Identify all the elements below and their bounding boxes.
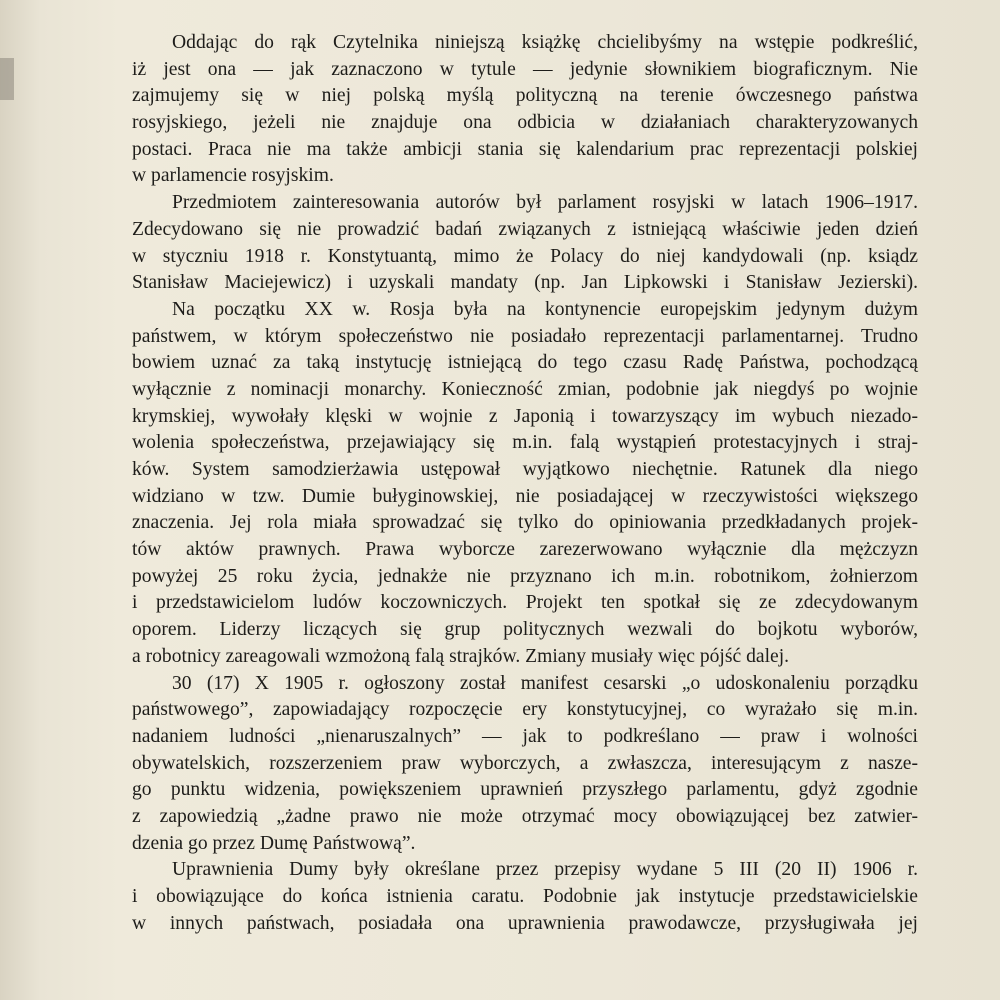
text-line: iż jest ona — jak zaznaczono w tytule — jedynie słownikiem biograficznym. Nie — [132, 58, 918, 80]
text-line: Uprawnienia Dumy były określane przez przepisy wydane 5 III (20 II) 1906 r. — [172, 859, 918, 881]
paragraph-3 — [132, 297, 918, 671]
text-line: tów aktów prawnych. Prawa wyborcze zarezerwowano wyłącznie dla mężczyzn — [132, 539, 918, 561]
text-line: Stanisław Maciejewicz) i uzyskali mandaty (np. Jan Lipkowski i Stanisław Jezierski). — [132, 272, 918, 294]
text-line: 30 (17) X 1905 r. ogłoszony został manifest cesarski „o udoskonaleniu porządku — [172, 672, 918, 694]
text-line: z zapowiedzią „żadne prawo nie może otrzymać mocy obowiązującej bez zatwier- — [132, 805, 918, 827]
text-line: bowiem uznać za taką instytucję istniejącą do tego czasu Radę Państwa, pochodzącą — [132, 352, 918, 374]
text-line: a robotnicy zareagowali wzmożoną falą strajków. Zmiany musiały więc pójść dalej. — [132, 645, 790, 667]
text-line: Przedmiotem zainteresowania autorów był parlament rosyjski w latach 1906–1917. — [172, 192, 918, 214]
text-line: powyżej 25 roku życia, jednakże nie przyznano ich m.in. robotnikom, żołnierzom — [132, 565, 918, 587]
paragraph-1 — [132, 30, 918, 190]
paragraph-4 — [132, 671, 918, 858]
text-line: oporem. Liderzy liczących się grup politycznych wezwali do bojkotu wyborów, — [132, 619, 918, 641]
text-line: w styczniu 1918 r. Konstytuantą, mimo że Polacy do niej kandydowali (np. ksiądz — [132, 245, 918, 267]
text-line: nadaniem ludności „nienaruszalnych” — jak to podkreślano — praw i wolności — [132, 725, 918, 747]
text-line: obywatelskich, rozszerzeniem praw wyborczych, a zwłaszcza, interesującym z nasze- — [132, 752, 918, 774]
text-line: wyłącznie z nominacji monarchy. Konieczność zmian, podobnie jak niegdyś po wojnie — [132, 378, 918, 400]
text-line: dzenia go przez Dumę Państwową”. — [132, 832, 416, 854]
text-line: i obowiązujące do końca istnienia caratu. Podobnie jak instytucje przedstawicielskie — [132, 886, 918, 907]
text-line: zajmujemy się w niej polską myślą polityczną na terenie ówczesnego państwa — [132, 85, 918, 107]
text-line: Zdecydowano się nie prowadzić badań związanych z istniejącą właściwie jeden dzień — [132, 218, 918, 240]
text-line: znaczenia. Jej rola miała sprowadzać się tylko do opiniowania przedkładanych projek- — [132, 512, 918, 534]
text-line: Na początku XX w. Rosja była na kontynencie europejskim jedynym dużym — [172, 298, 918, 320]
paragraph-5 — [132, 857, 918, 937]
body-text — [132, 30, 918, 937]
text-line: państwowego”, zapowiadający rozpoczęcie ery konstytucyjnej, co wyrażało się m.in. — [132, 699, 918, 721]
text-line: i przedstawicielom ludów koczowniczych. Projekt ten spotkał się ze zdecydowanym — [132, 592, 918, 614]
text-line: w parlamencie rosyjskim. — [132, 165, 334, 187]
text-line: widziano w tzw. Dumie bułyginowskiej, nie posiadającej w rzeczywistości większego — [132, 485, 918, 507]
text-line: Oddając do rąk Czytelnika niniejszą książkę chcielibyśmy na wstępie podkreślić, — [172, 32, 918, 53]
text-line: państwem, w którym społeczeństwo nie posiadało reprezentacji parlamentarnej. Trudno — [132, 325, 918, 347]
text-line: w innych państwach, posiadała ona uprawnienia prawodawcze, przysługiwała jej — [132, 912, 918, 934]
text-line: krymskiej, wywołały klęski w wojnie z Japonią i towarzyszący im wybuch niezado- — [132, 405, 918, 427]
text-line: rosyjskiego, jeżeli nie znajduje ona odbicia w działaniach charakteryzowanych — [132, 112, 918, 134]
adjacent-page-edge — [0, 58, 14, 100]
text-line: wolenia społeczeństwa, przejawiający się m.in. falą wystąpień protestacyjnych i straj- — [132, 432, 918, 454]
paragraph-2 — [132, 190, 918, 297]
text-line: go punktu widzenia, powiększeniem uprawnień przyszłego parlamentu, gdyż zgodnie — [132, 779, 918, 801]
text-line: postaci. Praca nie ma także ambicji stania się kalendarium prac reprezentacji polskiej — [132, 138, 918, 160]
text-line: ków. System samodzierżawia ustępował wyjątkowo niechętnie. Ratunek dla niego — [132, 459, 918, 480]
